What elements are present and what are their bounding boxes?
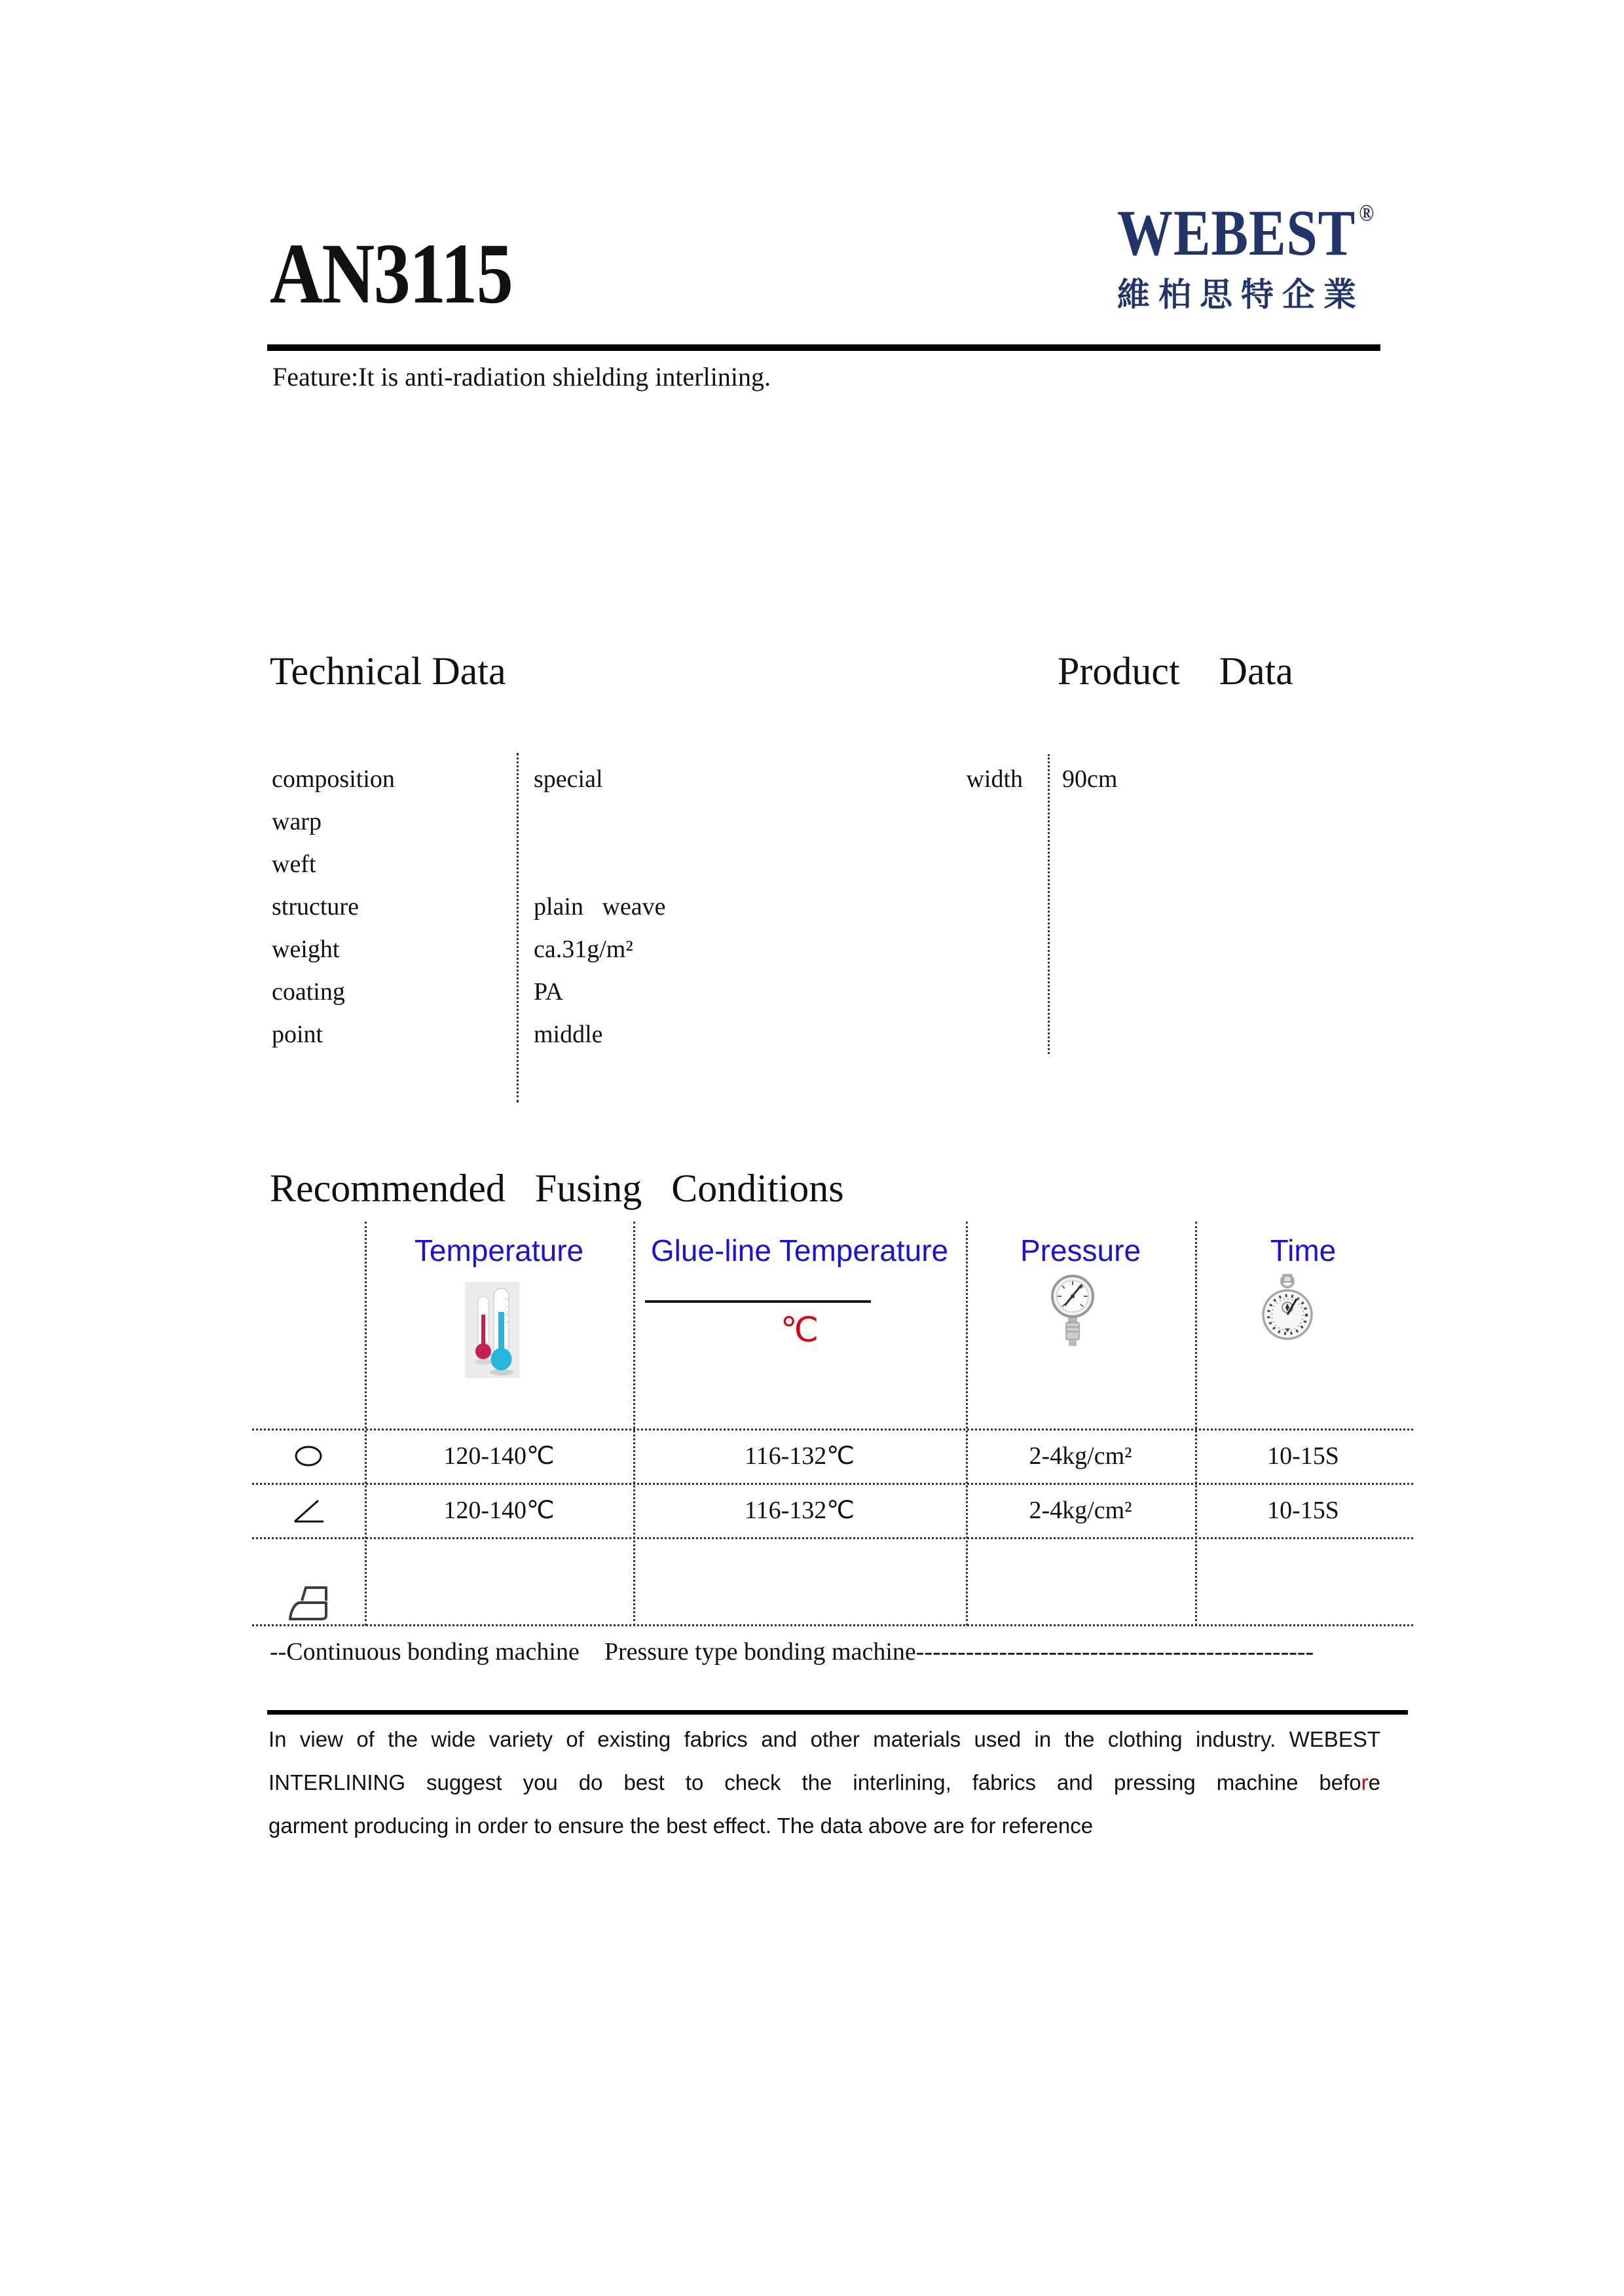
angle-symbol (252, 1483, 365, 1537)
disclaimer-line: In view of the wide variety of existing fabrics and other materials used in the clothing industry. WEBEST (268, 1727, 1380, 1751)
disclaimer-line2-pre: INTERLINING suggest you do best to check the interlining, fabrics and pressing machine befo (268, 1770, 1361, 1795)
fusing-row-rule (252, 1624, 1413, 1626)
product-column-divider (1048, 754, 1050, 1054)
tech-row-label: composition (272, 765, 395, 793)
tech-row-value: PA (534, 978, 564, 1006)
fusing-value-glue-line: 116-132℃ (745, 1497, 855, 1524)
technical-data-heading: Technical Data (270, 649, 506, 693)
stopwatch-icon (1261, 1273, 1314, 1346)
fusing-value-time (1195, 1537, 1411, 1624)
product-width-label: width (966, 765, 1023, 793)
disclaimer-red-letter: r (1361, 1770, 1369, 1795)
fusing-value-time: 10-15S (1267, 1496, 1339, 1524)
tech-row-value (534, 843, 666, 886)
fusing-value-pressure: 2-4kg/cm² (1029, 1442, 1132, 1470)
disclaimer-line2-post: e (1368, 1770, 1380, 1795)
brand-logo-row (1117, 196, 1375, 269)
fusing-value-temperature: 120-140℃ (443, 1442, 555, 1470)
fusing-col-time: Time (1270, 1233, 1337, 1267)
fusing-col-glue-line: Glue-line Temperature (650, 1233, 949, 1267)
iron-icon (252, 1537, 365, 1624)
pressure-gauge-icon (1050, 1270, 1095, 1349)
glue-line-underline (645, 1300, 871, 1303)
disclaimer-paragraph (268, 1718, 1380, 1848)
tech-row-value: middle (534, 1021, 603, 1048)
tech-row-label: structure (272, 893, 359, 920)
product-width-value: 90cm (1062, 765, 1118, 793)
product-data-heading: Product Data (1058, 649, 1293, 693)
tech-row-label: coating (272, 978, 345, 1006)
technical-labels-column (272, 758, 395, 1056)
tech-row-label: warp (272, 808, 322, 835)
tech-row-value: plain weave (534, 893, 666, 920)
tech-row-value: special (534, 765, 603, 793)
fusing-value-glue-line (633, 1537, 966, 1624)
disclaimer-line (268, 1761, 1380, 1804)
fusing-value-pressure: 2-4kg/cm² (1029, 1496, 1132, 1524)
disclaimer-line: garment producing in order to ensure the best effect. The data above are for reference (268, 1813, 1094, 1838)
tech-row-label: point (272, 1021, 323, 1048)
technical-values-column (534, 758, 666, 1056)
fusing-value-glue-line: 116-132℃ (745, 1442, 855, 1470)
header-rule (267, 344, 1380, 351)
tech-row-label: weight (272, 936, 340, 963)
fusing-value-temperature (365, 1537, 633, 1624)
technical-column-divider (517, 753, 519, 1102)
brand-logo (1117, 196, 1392, 316)
fusing-value-temperature: 120-140℃ (443, 1497, 555, 1524)
feature-line: Feature:It is anti-radiation shielding interlining. (272, 362, 771, 392)
tech-row-value (534, 801, 666, 843)
fusing-value-pressure (966, 1537, 1195, 1624)
celsius-unit-label: ℃ (780, 1312, 819, 1349)
product-code-title: AN3115 (270, 225, 513, 321)
tech-row-label: weft (272, 850, 316, 878)
brand-company-chinese: 維柏思特企業 (1117, 276, 1365, 313)
circle-symbol (252, 1429, 365, 1483)
bonding-machine-caption: --Continuous bonding machine Pressure type bonding machine------------------------------------------------ (270, 1638, 1314, 1666)
brand-name: WEBEST (1117, 196, 1356, 269)
tech-row-value: ca.31g/m² (534, 936, 633, 963)
registered-trademark-icon: ® (1359, 200, 1375, 226)
thermometer-icon (465, 1282, 519, 1378)
fusing-value-time: 10-15S (1267, 1442, 1339, 1470)
fusing-conditions-heading: Recommended Fusing Conditions (270, 1167, 844, 1210)
fusing-col-temperature: Temperature (414, 1233, 584, 1267)
fusing-col-pressure: Pressure (1020, 1233, 1141, 1267)
footer-rule (267, 1710, 1408, 1715)
